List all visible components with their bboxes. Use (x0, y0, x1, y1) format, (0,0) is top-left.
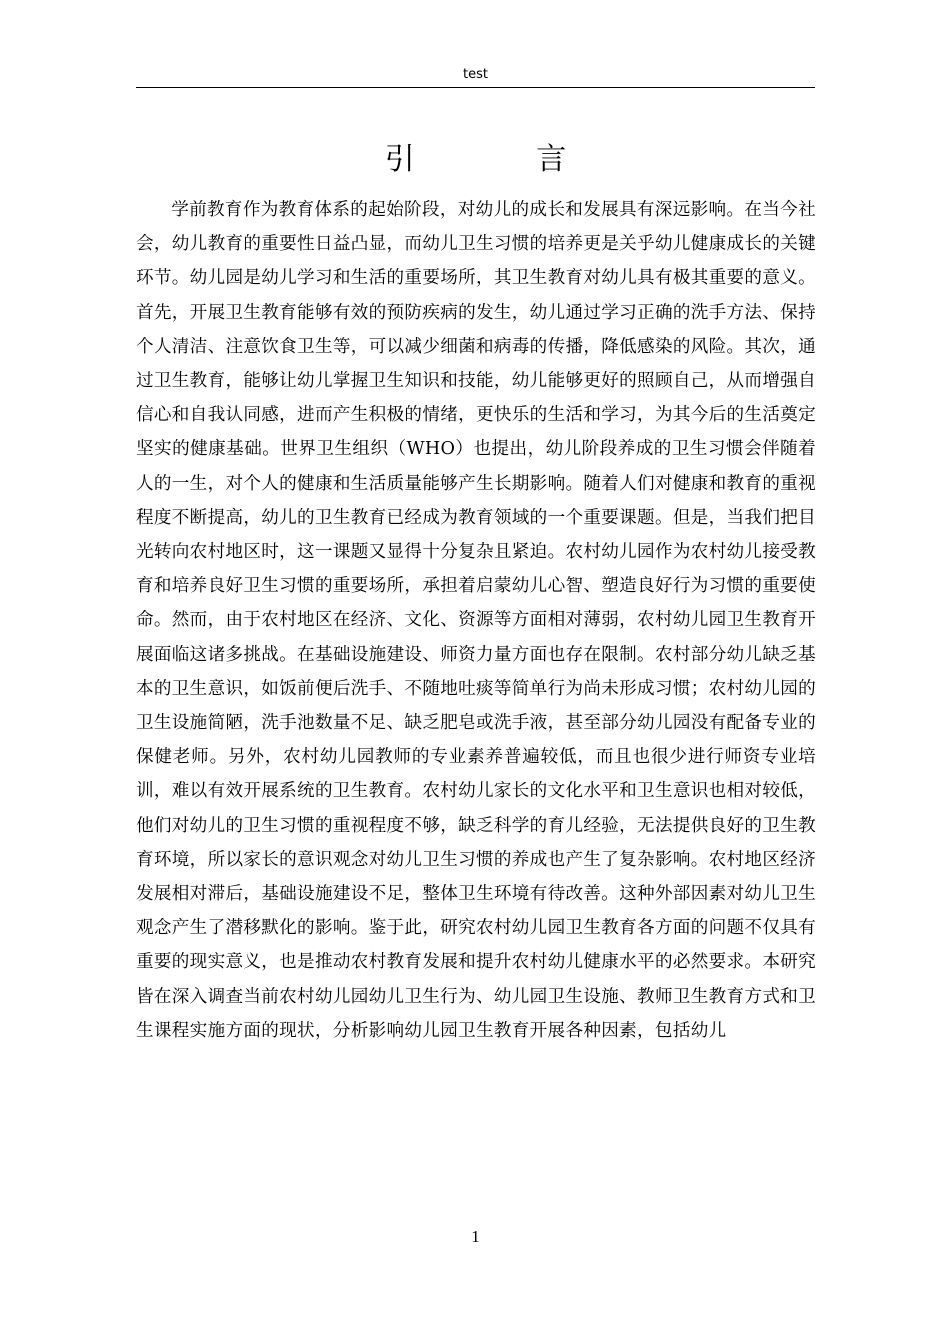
body-paragraph: 学前教育作为教育体系的起始阶段，对幼儿的成长和发展具有深远影响。在当今社会，幼儿教育的重要性日益凸显，而幼儿卫生习惯的培养更是关乎幼儿健康成长的关键环节。幼儿园是幼儿学习和生活的重要场所，其卫生教育对幼儿具有极其重要的意义。首先，开展卫生教育能够有效的预防疾病的发生，幼儿通过学习正确的洗手方法、保持个人清洁、注意饮食卫生等，可以减少细菌和病毒的传播，降低感染的风险。其次，通过卫生教育，能够让幼儿掌握卫生知识和技能，幼儿能够更好的照顾自己，从而增强自信心和自我认同感，进而产生积极的情绪，更快乐的生活和学习，为其今后的生活奠定坚实的健康基础。世界卫生组织（WHO）也提出，幼儿阶段养成的卫生习惯会伴随着人的一生，对个人的健康和生活质量能够产生长期影响。随着人们对健康和教育的重视程度不断提高，幼儿的卫生教育已经成为教育领域的一个重要课题。但是，当我们把目光转向农村地区时，这一课题又显得十分复杂且紧迫。农村幼儿园作为农村幼儿接受教育和培养良好卫生习惯的重要场所，承担着启蒙幼儿心智、塑造良好行为习惯的重要使命。然而，由于农村地区在经济、文化、资源等方面相对薄弱，农村幼儿园卫生教育开展面临这诸多挑战。在基础设施建设、师资力量方面也存在限制。农村部分幼儿缺乏基本的卫生意识，如饭前便后洗手、不随地吐痰等简单行为尚未形成习惯；农村幼儿园的卫生设施简陋，洗手池数量不足、缺乏肥皂或洗手液，甚至部分幼儿园没有配备专业的保健老师。另外，农村幼儿园教师的专业素养普遍较低，而且也很少进行师资专业培训，难以有效开展系统的卫生教育。农村幼儿家长的文化水平和卫生意识也相对较低，他们对幼儿的卫生习惯的重视程度不够，缺乏科学的育儿经验，无法提供良好的卫生教育环境，所以家长的意识观念对幼儿卫生习惯的养成也产生了复杂影响。农村地区经济发展相对滞后，基础设施建设不足，整体卫生环境有待改善。这种外部因素对幼儿卫生观念产生了潜移默化的影响。鉴于此，研究农村幼儿园卫生教育各方面的问题不仅具有重要的现实意义，也是推动农村教育发展和提升农村幼儿健康水平的必然要求。本研究皆在深入调查当前农村幼儿园幼儿卫生行为、幼儿园卫生设施、教师卫生教育方式和卫生课程实施方面的现状，分析影响幼儿园卫生教育开展各种因素，包括幼儿 (136, 200, 816, 1041)
header-divider (136, 87, 815, 88)
page-number: 1 (471, 1227, 480, 1246)
running-header: test (463, 67, 488, 82)
section-title: 引 言 (384, 142, 623, 177)
